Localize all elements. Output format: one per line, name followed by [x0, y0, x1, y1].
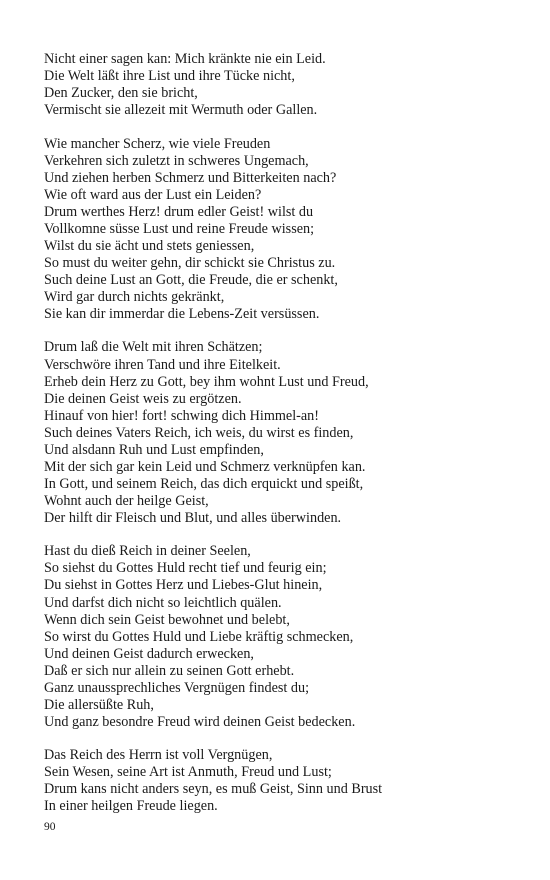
verse-line: Und ziehen herben Schmerz und Bitterkeiten nach?: [44, 169, 337, 186]
verse-line: Wenn dich sein Geist bewohnet und belebt,: [44, 611, 290, 628]
verse-line: Und alsdann Ruh und Lust empfinden,: [44, 441, 264, 458]
verse-line: Ganz unaussprechliches Vergnügen findest du;: [44, 679, 310, 696]
verse-line: Die deinen Geist weis zu ergötzen.: [44, 390, 242, 407]
verse-line: Die allersüßte Ruh,: [44, 696, 154, 713]
verse-line: Drum werthes Herz! drum edler Geist! wilst du: [44, 203, 314, 220]
verse-line: Den Zucker, den sie bricht,: [44, 85, 198, 102]
verse-line: Der hilft dir Fleisch und Blut, und alles überwinden.: [44, 509, 342, 526]
verse-line: Drum kans nicht anders seyn, es muß Geist, Sinn und Brust: [44, 781, 383, 798]
verse-line: Du siehst in Gottes Herz und Liebes-Glut hinein,: [44, 577, 323, 594]
verse-line: Wie mancher Scherz, wie viele Freuden: [44, 135, 271, 152]
page-number: 90: [44, 821, 56, 833]
verse-line: Wie oft ward aus der Lust ein Leiden?: [44, 186, 262, 203]
verse-line: Nicht einer sagen kan: Mich kränkte nie ein Leid.: [44, 51, 326, 67]
verse-line: In einer heilgen Freude liegen.: [44, 798, 218, 815]
verse-line: Hast du dieß Reich in deiner Seelen,: [44, 543, 251, 560]
verse-line: Vollkomne süsse Lust und reine Freude wissen;: [44, 220, 315, 237]
verse-line: So must du weiter gehn, dir schickt sie Christus zu.: [44, 254, 336, 271]
stanza-2: [44, 136, 514, 324]
verse-line: Sie kan dir immerdar die Lebens-Zeit versüssen.: [44, 306, 320, 323]
stanza-3: [44, 339, 514, 527]
verse-line: Drum laß die Welt mit ihren Schätzen;: [44, 339, 263, 356]
verse-line: Wohnt auch der heilge Geist,: [44, 492, 209, 509]
verse-line: Mit der sich gar kein Leid und Schmerz verknüpfen kan.: [44, 458, 366, 475]
verse-line: Die Welt läßt ihre List und ihre Tücke nicht,: [44, 68, 295, 85]
verse-line: Wilst du sie ächt und stets geniessen,: [44, 237, 255, 254]
verse-line: Vermischt sie allezeit mit Wermuth oder Gallen.: [44, 102, 318, 119]
verse-line: Hinauf von hier! fort! schwing dich Himmel-an!: [44, 407, 320, 424]
stanza-1: [44, 51, 514, 119]
verse-line: Das Reich des Herrn ist voll Vergnügen,: [44, 747, 273, 764]
stanza-5: [44, 747, 514, 815]
poem-body: [44, 51, 514, 832]
verse-line: Verkehren sich zuletzt in schweres Ungemach,: [44, 152, 309, 169]
verse-line: Wird gar durch nichts gekränkt,: [44, 289, 225, 305]
verse-line: In Gott, und seinem Reich, das dich erquickt und speißt,: [44, 475, 364, 492]
verse-line: So siehst du Gottes Huld recht tief und feurig ein;: [44, 560, 327, 577]
verse-line: Such deines Vaters Reich, ich weis, du wirst es finden,: [44, 424, 354, 441]
verse-line: Verschwöre ihren Tand und ihre Eitelkeit.: [44, 356, 281, 373]
stanza-4: [44, 543, 514, 731]
verse-line: Und ganz besondre Freud wird deinen Geist bedecken.: [44, 713, 356, 730]
verse-line: Erheb dein Herz zu Gott, bey ihm wohnt Lust und Freud,: [44, 373, 369, 390]
verse-line: So wirst du Gottes Huld und Liebe kräftig schmecken,: [44, 628, 354, 645]
verse-line: Daß er sich nur allein zu seinen Gott erhebt.: [44, 662, 295, 679]
verse-line: Such deine Lust an Gott, die Freude, die er schenkt,: [44, 271, 338, 288]
verse-line: Und darfst dich nicht so leichtlich quälen.: [44, 594, 282, 611]
verse-line: Sein Wesen, seine Art ist Anmuth, Freud und Lust;: [44, 764, 332, 781]
verse-line: Und deinen Geist dadurch erwecken,: [44, 645, 254, 662]
